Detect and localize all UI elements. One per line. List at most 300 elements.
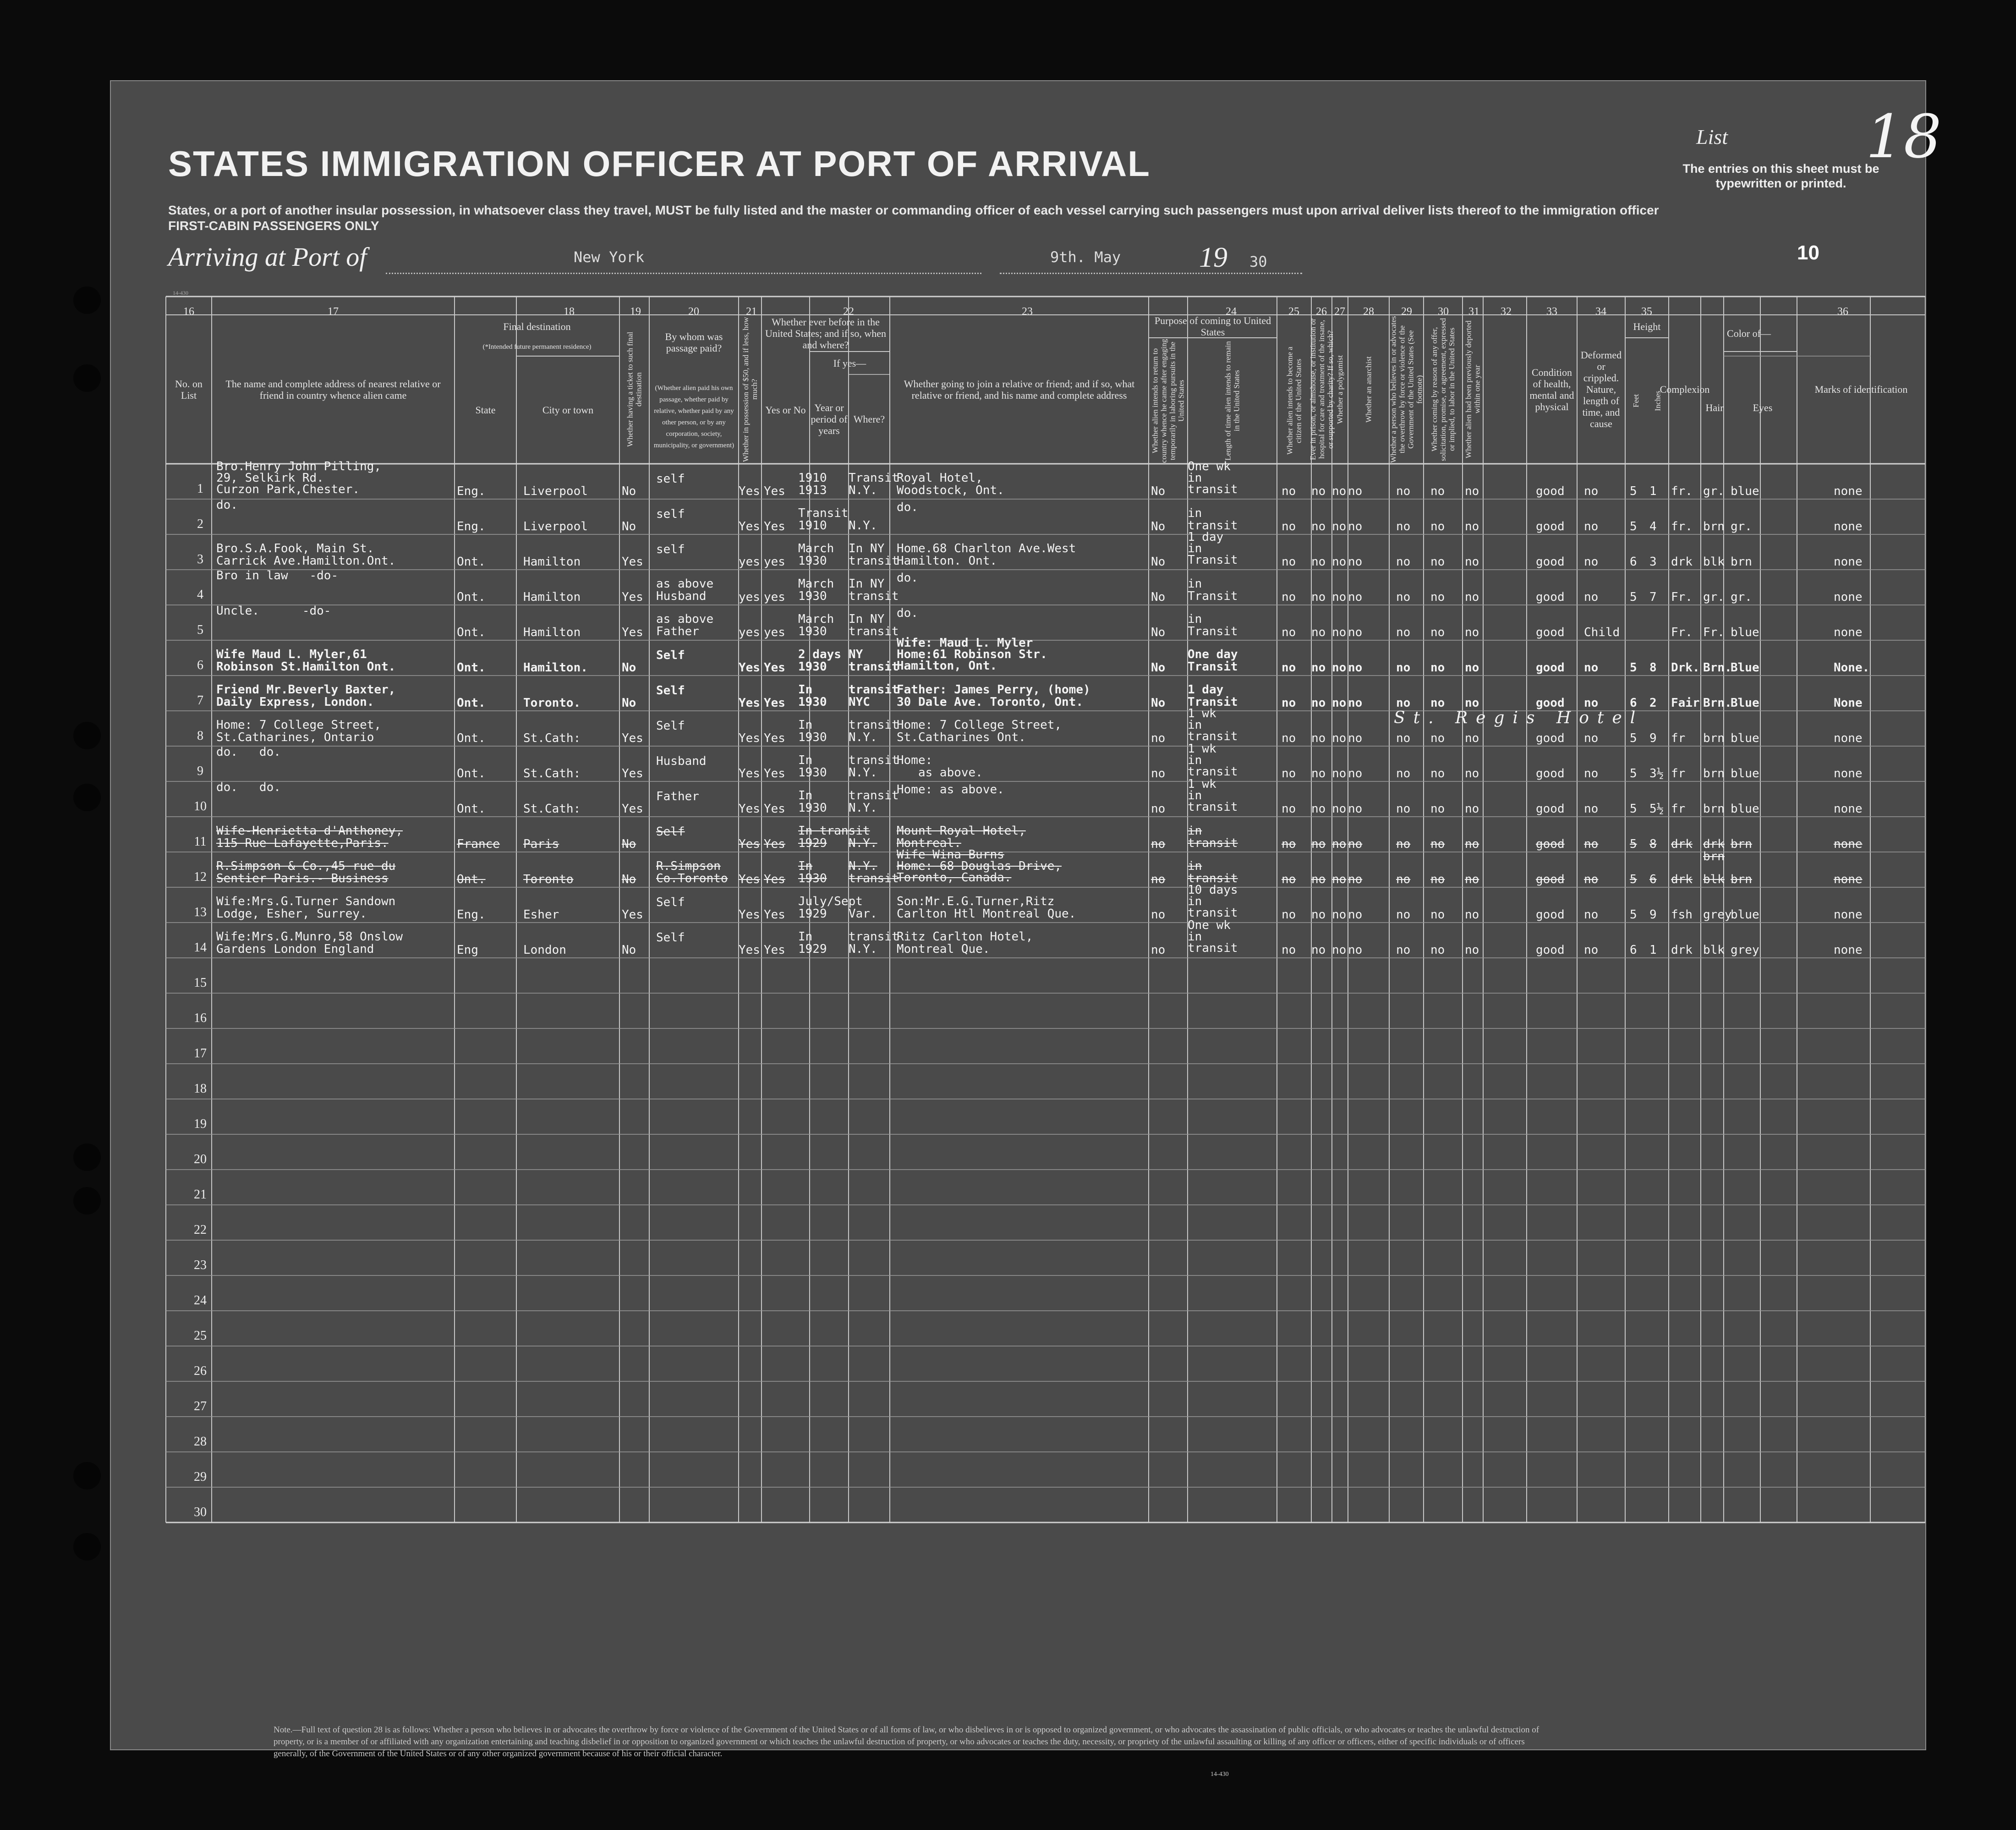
anarchist-cell: no — [1348, 908, 1363, 922]
citizen-cell: no — [1282, 731, 1296, 745]
health-cell: good — [1536, 626, 1565, 639]
header-yes-no: Yes or No — [765, 404, 806, 416]
q29-cell: no — [1430, 555, 1445, 569]
q29-cell: no — [1430, 590, 1445, 604]
column-number: 32 — [1501, 306, 1512, 318]
citizen-cell: no — [1282, 767, 1296, 780]
column-number: 17 — [328, 306, 339, 318]
year-cell: In 1930 — [798, 789, 827, 815]
manifest-sheet — [110, 80, 1942, 1778]
relative-cell: Wife:Mrs.G.Turner Sandown Lodge, Esher, Surrey. — [216, 895, 396, 921]
q29-cell: no — [1430, 520, 1445, 533]
feet-cell: 5 — [1630, 731, 1637, 745]
header-where: Where? — [853, 413, 885, 425]
polygamist-cell: no — [1332, 908, 1347, 922]
header-polygamist: Whether a polygamist — [1336, 355, 1344, 424]
relative-cell: do. do. — [216, 780, 281, 794]
row-number: 1 — [197, 482, 203, 496]
money-cell: Yes — [739, 696, 760, 710]
relative-cell: Wife Maud L. Myler,61 Robinson St.Hamilton Ont. — [216, 648, 396, 674]
row-number: 18 — [194, 1082, 207, 1096]
q30-cell: no — [1465, 696, 1479, 710]
where-cell: Transit N.Y. — [849, 471, 899, 497]
inches-cell: 9 — [1649, 908, 1657, 922]
state-cell: Ont. — [457, 802, 486, 816]
q28-cell: no — [1396, 696, 1411, 710]
column-number: 22 — [843, 306, 854, 318]
q30-cell: no — [1465, 520, 1479, 533]
row-number: 15 — [194, 976, 207, 990]
marks-cell: none — [1834, 590, 1863, 604]
inches-cell: 7 — [1649, 590, 1657, 604]
feet-cell: 5 — [1630, 661, 1637, 675]
year-cell: In transit 1929 — [798, 824, 870, 850]
city-cell: Liverpool — [523, 484, 588, 498]
marks-cell: none — [1834, 626, 1863, 639]
passage-paid-cell: self — [656, 543, 685, 556]
before-cell: Yes — [764, 908, 785, 922]
citizen-cell: no — [1282, 590, 1296, 604]
passage-paid-cell: Self — [656, 648, 685, 662]
header-q29: Whether coming by reason of any offer, solicitation, promise, or agreement, expressed or implied, to labor in the United States — [1430, 318, 1456, 461]
feet-cell: 6 — [1630, 555, 1637, 569]
row-number: 28 — [194, 1434, 207, 1449]
city-cell: Paris — [523, 837, 559, 851]
intro-line-2: FIRST-CABIN PASSENGERS ONLY — [168, 219, 379, 233]
health-cell: good — [1536, 696, 1565, 710]
ticket-cell: Yes — [622, 731, 643, 745]
join-relative-cell: Son:Mr.E.G.Turner,Ritz Carlton Htl Montreal Que. — [897, 895, 1076, 921]
deformed-cell: no — [1584, 696, 1599, 710]
purpose-return-cell: no — [1151, 731, 1166, 745]
health-cell: good — [1536, 661, 1565, 675]
hair-cell: brn — [1703, 767, 1725, 780]
purpose-return-cell: no — [1151, 873, 1166, 886]
purpose-return-cell: No — [1151, 696, 1166, 710]
complexion-cell: fr — [1671, 731, 1686, 745]
money-cell: Yes — [739, 731, 760, 745]
before-cell: Yes — [764, 520, 785, 533]
hair-cell: brn — [1703, 731, 1725, 745]
prison-cell: no — [1311, 802, 1326, 816]
eyes-cell: blue — [1731, 626, 1759, 639]
q28-cell: no — [1396, 555, 1411, 569]
q28-cell: no — [1396, 661, 1411, 675]
relative-cell: Bro.S.A.Fook, Main St. Carrick Ave.Hamilton.Ont. — [216, 542, 396, 568]
header-state: State — [475, 404, 496, 416]
health-cell: good — [1536, 520, 1565, 533]
row-number: 17 — [194, 1046, 207, 1061]
punch-hole — [73, 1187, 101, 1215]
where-cell: In NY transit — [849, 577, 899, 603]
length-stay-cell: in transit — [1188, 506, 1238, 533]
q29-cell: no — [1430, 908, 1445, 922]
where-cell: In NY transit — [849, 542, 899, 568]
deformed-cell: no — [1584, 731, 1599, 745]
where-cell: NY transit — [849, 648, 899, 674]
header-deformed: Deformed or crippled. Nature, length of time, and cause — [1580, 349, 1622, 429]
column-number: 21 — [746, 306, 757, 318]
citizen-cell: no — [1282, 802, 1296, 816]
join-relative-cell: Wife Wina Burns Home: 68 Douglas Drive, Toronto, Canada. — [897, 848, 1062, 885]
join-relative-cell: Home: as above. — [897, 753, 983, 780]
q28-cell: no — [1396, 484, 1411, 498]
where-cell: transit N.Y. — [849, 930, 899, 956]
year-cell: In 1930 — [798, 859, 827, 885]
column-number: 16 — [183, 306, 194, 318]
year-cell: Transit 1910 — [798, 506, 849, 533]
where-cell: N.Y. — [849, 519, 877, 533]
deformed-cell: no — [1584, 943, 1599, 957]
polygamist-cell: no — [1332, 590, 1347, 604]
q30-cell: no — [1465, 837, 1479, 851]
purpose-return-cell: No — [1151, 661, 1166, 675]
row-number: 22 — [194, 1223, 207, 1237]
header-year-period: Year or period of years — [811, 402, 848, 436]
q30-cell: no — [1465, 908, 1479, 922]
money-cell: Yes — [739, 767, 760, 780]
city-cell: Hamilton — [523, 555, 581, 569]
page-title: STATES IMMIGRATION OFFICER AT PORT OF ARRIVAL — [168, 143, 1150, 184]
city-cell: St.Cath: — [523, 767, 581, 780]
q29-cell: no — [1430, 696, 1445, 710]
row-number: 6 — [197, 658, 203, 672]
q28-cell: no — [1396, 908, 1411, 922]
inches-cell: 3½ — [1649, 767, 1664, 780]
inches-cell: 8 — [1649, 837, 1657, 851]
inches-cell: 3 — [1649, 555, 1657, 569]
state-cell: Eng. — [457, 484, 486, 498]
hair-cell: brn — [1703, 802, 1725, 816]
polygamist-cell: no — [1332, 626, 1347, 639]
row-number: 29 — [194, 1470, 207, 1484]
anarchist-cell: no — [1348, 943, 1363, 957]
citizen-cell: no — [1282, 837, 1296, 851]
join-relative-cell: do. — [897, 500, 918, 514]
passage-paid-cell: self — [656, 472, 685, 486]
prison-cell: no — [1311, 696, 1326, 710]
deformed-cell: no — [1584, 661, 1599, 675]
row-number: 13 — [194, 905, 207, 919]
column-number: 35 — [1641, 306, 1652, 318]
column-number: 33 — [1546, 306, 1557, 318]
marks-cell: none — [1834, 484, 1863, 498]
q30-cell: no — [1465, 555, 1479, 569]
state-cell: Ont. — [457, 555, 486, 569]
ticket-cell: No — [622, 520, 636, 533]
punch-hole — [73, 1462, 101, 1489]
eyes-cell: blue — [1731, 908, 1759, 922]
join-relative-cell: Wife: Maud L. Myler Home:61 Robinson Str. Hamilton, Ont. — [897, 636, 1047, 673]
q29-cell: no — [1430, 731, 1445, 745]
length-stay-cell: 1 day Transit — [1188, 683, 1238, 709]
ticket-cell: Yes — [622, 802, 643, 816]
complexion-cell: fr — [1671, 767, 1686, 780]
complexion-cell: drk — [1671, 873, 1693, 886]
money-cell: yes — [739, 626, 760, 639]
before-cell: Yes — [764, 802, 785, 816]
where-cell: Var. — [849, 907, 877, 921]
feet-cell: 5 — [1630, 520, 1637, 533]
punch-hole — [73, 364, 101, 392]
q28-cell: no — [1396, 943, 1411, 957]
row-number: 11 — [194, 835, 207, 849]
q30-cell: no — [1465, 626, 1479, 639]
citizen-cell: no — [1282, 520, 1296, 533]
list-number: 18 — [1866, 102, 1942, 171]
header-q30: Whether alien had been previously deported within one year — [1464, 320, 1482, 458]
hair-cell: brn — [1703, 520, 1725, 533]
eyes-cell: gr. — [1731, 590, 1752, 604]
ticket-cell: No — [622, 873, 636, 886]
length-stay-cell: 1 wk in transit — [1188, 777, 1238, 814]
intro-text — [168, 203, 1818, 234]
row-number: 5 — [197, 623, 203, 637]
handwritten-note: St. Regis Hotel — [1394, 709, 1644, 727]
state-cell: Ont. — [457, 873, 486, 886]
marks-cell: none — [1834, 520, 1863, 533]
year-cell: 2 days 1930 — [798, 648, 841, 674]
complexion-cell: drk — [1671, 943, 1693, 957]
deformed-cell: no — [1584, 767, 1599, 780]
header-if-yes: If yes— — [833, 357, 866, 369]
q29-cell: no — [1430, 873, 1445, 886]
passage-paid-cell: Husband — [656, 754, 707, 768]
column-number: 27 — [1334, 306, 1345, 318]
ticket-cell: No — [622, 943, 636, 957]
q29-cell: no — [1430, 484, 1445, 498]
feet-cell: 5 — [1630, 873, 1637, 886]
health-cell: good — [1536, 837, 1565, 851]
deformed-cell: no — [1584, 908, 1599, 922]
prison-cell: no — [1311, 590, 1326, 604]
prison-cell: no — [1311, 873, 1326, 886]
row-number: 30 — [194, 1505, 207, 1519]
header-join-relative: Whether going to join a relative or friend; and if so, what relative or friend, and his name and complete address — [904, 378, 1135, 401]
deformed-cell: Child — [1584, 626, 1620, 639]
anarchist-cell: no — [1348, 555, 1363, 569]
q29-cell: no — [1430, 626, 1445, 639]
column-number: 36 — [1837, 306, 1848, 318]
hair-cell: gr. — [1703, 590, 1725, 604]
health-cell: good — [1536, 767, 1565, 780]
polygamist-cell: no — [1332, 520, 1347, 533]
row-number: 2 — [197, 517, 203, 531]
complexion-cell: drk — [1671, 555, 1693, 569]
before-cell: Yes — [764, 731, 785, 745]
length-stay-cell: in transit — [1188, 859, 1238, 885]
marks-cell: none — [1834, 837, 1863, 851]
feet-cell: 6 — [1630, 943, 1637, 957]
deformed-cell: no — [1584, 555, 1599, 569]
column-number: 34 — [1595, 306, 1606, 318]
complexion-cell: Fair — [1671, 696, 1700, 710]
prison-cell: no — [1311, 943, 1326, 957]
relative-cell: do. do. — [216, 745, 281, 759]
eyes-cell: Blue — [1731, 661, 1759, 675]
prison-cell: no — [1311, 767, 1326, 780]
complexion-cell: Fr. — [1671, 590, 1693, 604]
purpose-return-cell: No — [1151, 484, 1166, 498]
hair-cell: Fr. — [1703, 626, 1725, 639]
ticket-cell: No — [622, 661, 636, 675]
header-passage-paid: By whom was passage paid? — [665, 331, 723, 354]
before-cell: Yes — [764, 943, 785, 957]
port-value: New York — [574, 248, 645, 266]
header-purpose-b: Length of time alien intends to remain in the United States — [1223, 341, 1241, 461]
complexion-cell: fr — [1671, 802, 1686, 816]
feet-cell: 5 — [1630, 484, 1637, 498]
city-cell: Esher — [523, 908, 559, 922]
marks-cell: none — [1834, 802, 1863, 816]
year-cell: In 1930 — [798, 753, 827, 780]
eyes-cell: blue — [1731, 767, 1759, 780]
q29-cell: no — [1430, 837, 1445, 851]
before-cell: Yes — [764, 661, 785, 675]
row-number: 3 — [197, 552, 203, 566]
eyes-cell: blue — [1731, 802, 1759, 816]
q30-cell: no — [1465, 943, 1479, 957]
passage-paid-cell: Self — [656, 931, 685, 945]
join-relative-cell: Ritz Carlton Hotel, Montreal Que. — [897, 930, 1033, 956]
complexion-cell: Drk. — [1671, 661, 1700, 675]
where-cell: transit N.Y. — [849, 789, 899, 815]
row-number: 9 — [197, 764, 203, 778]
join-relative-cell: Royal Hotel, Woodstock, Ont. — [897, 471, 1004, 497]
column-number: 20 — [688, 306, 699, 318]
header-eyes: Eyes — [1753, 402, 1773, 413]
q29-cell: no — [1430, 767, 1445, 780]
prison-cell: no — [1311, 661, 1326, 675]
purpose-return-cell: no — [1151, 908, 1166, 922]
join-relative-cell: Home: 7 College Street, St.Catharines Ont. — [897, 718, 1062, 744]
join-relative-cell: Home: as above. — [897, 783, 1004, 797]
header-anarchist: Whether an anarchist — [1364, 356, 1373, 423]
header-no-on-list: No. on List — [175, 378, 203, 401]
q30-cell: no — [1465, 731, 1479, 745]
header-marks: Marks of identification — [1814, 384, 1908, 395]
list-label: List — [1696, 125, 1728, 148]
q28-cell: no — [1396, 767, 1411, 780]
ticket-cell: Yes — [622, 590, 643, 604]
state-cell: Ont. — [457, 661, 486, 675]
header-passage-paid-sub: (Whether alien paid his own passage, whether paid by relative, whether paid by any other person, or by any corporation, society, municipality, or government) — [653, 384, 734, 449]
row-number: 20 — [194, 1152, 207, 1166]
complexion-cell: fsh — [1671, 908, 1693, 922]
city-cell: London — [523, 943, 566, 957]
row-number: 26 — [194, 1364, 207, 1378]
before-cell: Yes — [764, 837, 785, 851]
city-cell: Toronto. — [523, 696, 581, 710]
header-height: Height — [1633, 320, 1661, 332]
relative-cell: Bro.Henry John Pilling, 29, Selkirk Rd. Curzon Park,Chester. — [216, 460, 382, 496]
complexion-cell: drk — [1671, 837, 1693, 851]
health-cell: good — [1536, 484, 1565, 498]
marks-cell: None — [1834, 696, 1863, 710]
hair-cell: Brn. — [1703, 696, 1732, 710]
citizen-cell: no — [1282, 873, 1296, 886]
relative-cell: Wife:Mrs.G.Munro,58 Onslow Gardens London England — [216, 930, 403, 956]
passage-paid-cell: as above Husband — [656, 577, 714, 603]
row-number: 24 — [194, 1293, 207, 1308]
deformed-cell: no — [1584, 802, 1599, 816]
q29-cell: no — [1430, 802, 1445, 816]
q29-cell: no — [1430, 943, 1445, 957]
header-complexion: Complexion — [1660, 384, 1710, 395]
q30-cell: no — [1465, 873, 1479, 886]
prison-cell: no — [1311, 555, 1326, 569]
feet-cell: 6 — [1630, 696, 1637, 710]
ticket-cell: Yes — [622, 626, 643, 639]
year-cell: March 1930 — [798, 612, 834, 638]
anarchist-cell: no — [1348, 837, 1363, 851]
prison-cell: no — [1311, 626, 1326, 639]
row-number: 16 — [194, 1011, 207, 1025]
header-ticket: Whether having a ticket to such final destination — [625, 331, 643, 447]
eyes-cell: blue — [1731, 484, 1759, 498]
column-number: 26 — [1316, 306, 1327, 318]
column-number: 28 — [1363, 306, 1374, 318]
q28-cell: no — [1396, 802, 1411, 816]
before-cell: Yes — [764, 696, 785, 710]
column-number: 19 — [630, 306, 641, 318]
citizen-cell: no — [1282, 626, 1296, 639]
eyes-cell: blue — [1731, 731, 1759, 745]
where-cell: In NY transit — [849, 612, 899, 638]
relative-cell: Home: 7 College Street, St.Catharines, Ontario — [216, 718, 382, 744]
header-purpose: Purpose of coming to United States — [1154, 315, 1271, 338]
q28-cell: no — [1396, 626, 1411, 639]
deformed-cell: no — [1584, 520, 1599, 533]
inches-cell: 6 — [1649, 873, 1657, 886]
passage-paid-cell: Self — [656, 896, 685, 909]
year-cell: 1910 1913 — [798, 471, 827, 497]
money-cell: yes — [739, 555, 760, 569]
money-cell: Yes — [739, 802, 760, 816]
q30-cell: no — [1465, 484, 1479, 498]
money-cell: Yes — [739, 943, 760, 957]
header-before-us: Whether ever before in the United States; and if so, when and where? — [765, 316, 886, 351]
punch-hole — [73, 784, 101, 811]
citizen-cell: no — [1282, 661, 1296, 675]
passage-paid-cell: R.Simpson Co.Toronto — [656, 859, 728, 885]
length-stay-cell: 1 wk in transit — [1188, 742, 1238, 779]
state-cell: Eng — [457, 943, 478, 957]
inches-cell: 1 — [1649, 484, 1657, 498]
inches-cell: 8 — [1649, 661, 1657, 675]
health-cell: good — [1536, 731, 1565, 745]
money-cell: Yes — [739, 520, 760, 533]
prison-cell: no — [1311, 908, 1326, 922]
eyes-cell: brn — [1731, 555, 1752, 569]
passage-paid-cell: as above Father — [656, 612, 714, 638]
city-cell: Toronto — [523, 873, 574, 886]
join-relative-cell: Mount Royal Hotel, Montreal. — [897, 824, 1026, 850]
marks-cell: none — [1834, 767, 1863, 780]
header-relative-abroad: The name and complete address of nearest relative or friend in country whence alien came — [225, 378, 441, 401]
eyes-cell: brn — [1731, 837, 1752, 851]
eyes-cell: grey — [1731, 943, 1759, 957]
length-stay-cell: 1 day in Transit — [1188, 530, 1238, 567]
deformed-cell: no — [1584, 837, 1599, 851]
column-number: 25 — [1288, 306, 1299, 318]
relative-cell: R.Simpson & Co.,45 rue du Sentier Paris.- Business — [216, 859, 396, 885]
row-number: 8 — [197, 729, 203, 743]
column-number: 23 — [1022, 306, 1033, 318]
purpose-return-cell: no — [1151, 943, 1166, 957]
row-number: 27 — [194, 1399, 207, 1413]
hair-cell: gr. — [1703, 484, 1725, 498]
